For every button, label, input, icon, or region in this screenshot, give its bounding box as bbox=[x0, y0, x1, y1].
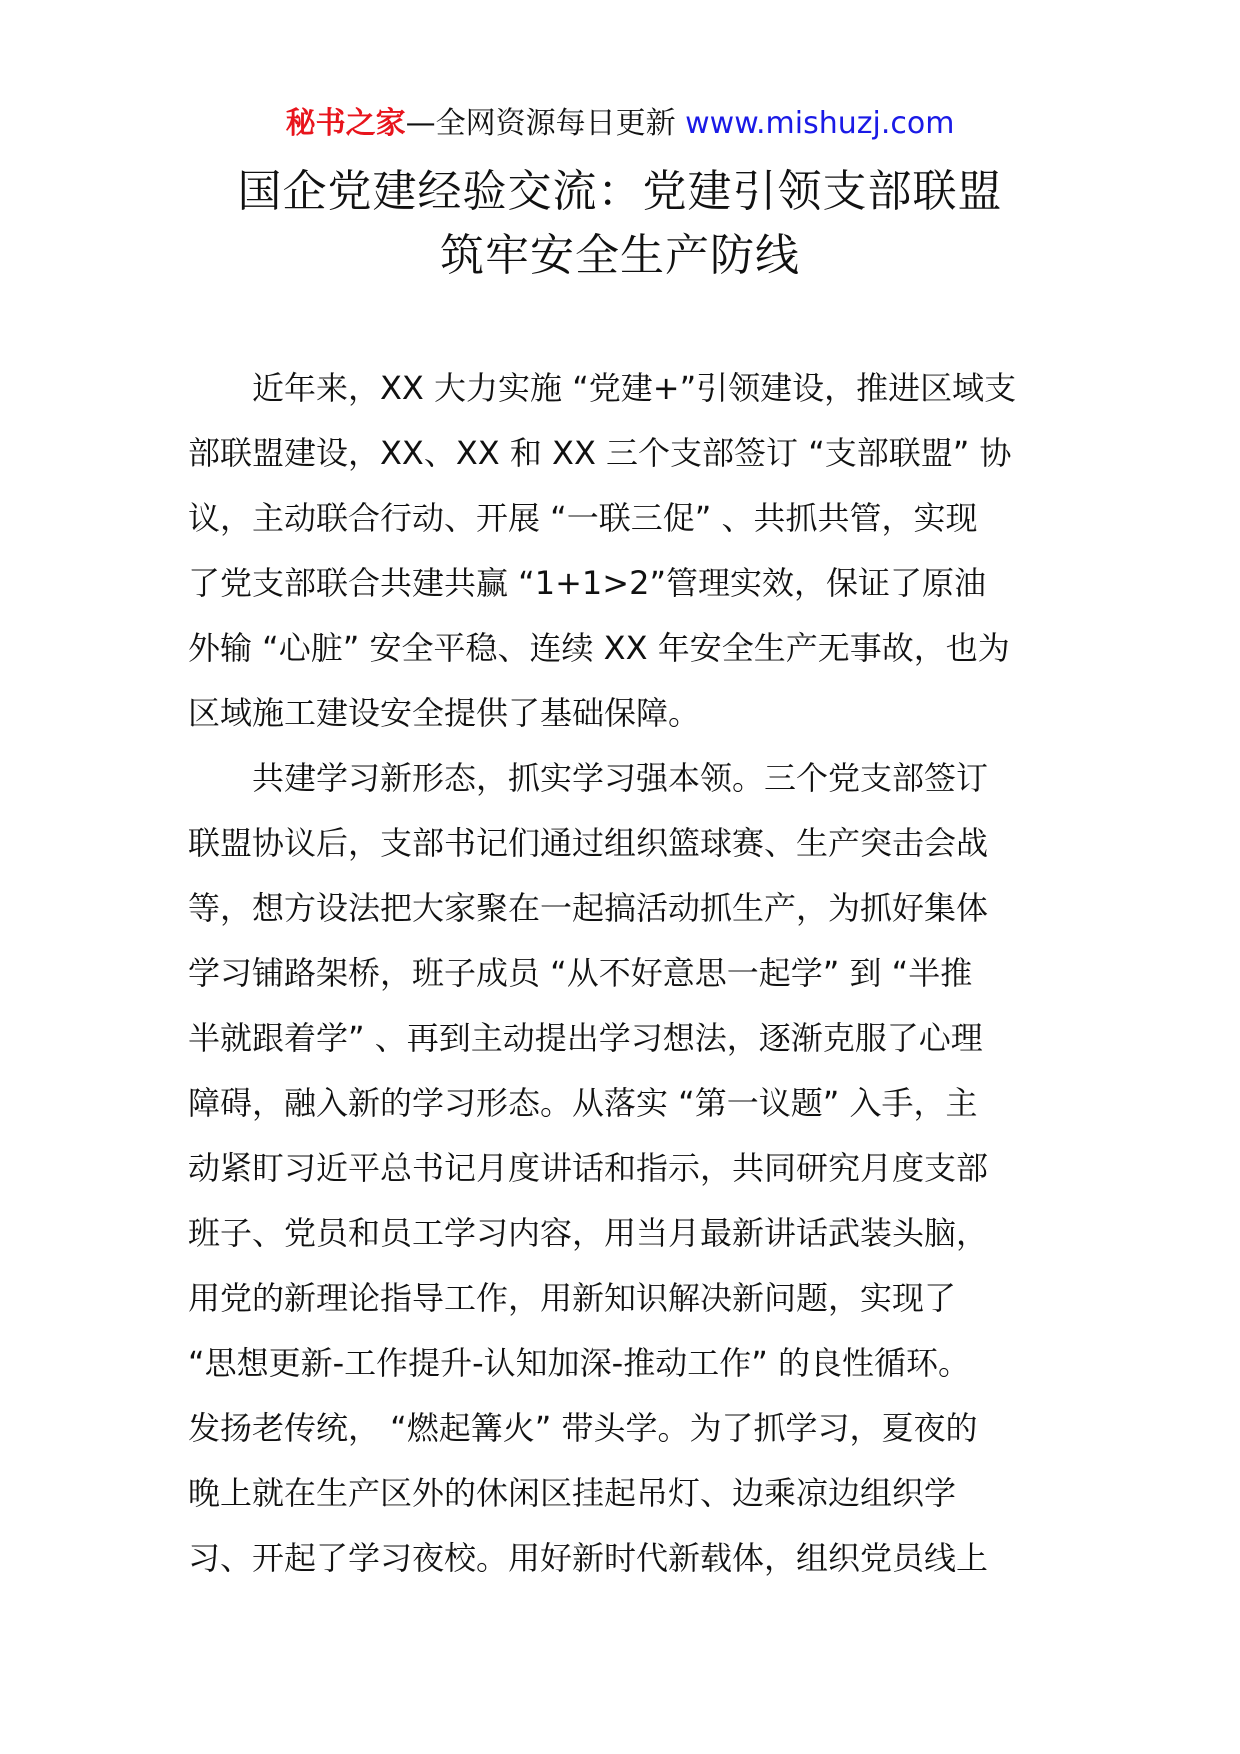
text-line: 等，想方设法把大家聚在一起搞活动抓生产，为抓好集体 bbox=[188, 889, 989, 927]
text-line: 近年来，XX 大力实施 “党建+”引领建设，推进区域支 bbox=[252, 369, 1017, 407]
text-line: 联盟协议后，支部书记们通过组织篮球赛、生产突击会战 bbox=[188, 824, 989, 862]
text-line: 发扬老传统， “燃起篝火” 带头学。为了抓学习，夏夜的 bbox=[188, 1409, 978, 1447]
text-line: 部联盟建设，XX、XX 和 XX 三个支部签订 “支部联盟” 协 bbox=[188, 434, 1012, 472]
text-line: 习、开起了学习夜校。用好新时代新载体，组织党员线上 bbox=[188, 1539, 989, 1577]
document-body bbox=[188, 356, 1052, 1591]
title-line-1: 国企党建经验交流：党建引领支部联盟 bbox=[237, 166, 1003, 217]
text-line: 了党支部联合共建共赢 “1+1>2”管理实效，保证了原油 bbox=[188, 564, 987, 602]
watermark-tagline: —全网资源每日更新 bbox=[405, 106, 676, 141]
watermark-header bbox=[0, 102, 1240, 146]
document-title bbox=[0, 160, 1240, 288]
text-line: 学习铺路架桥，班子成员 “从不好意思一起学” 到 “半推 bbox=[188, 954, 973, 992]
text-line: 晚上就在生产区外的休闲区挂起吊灯、边乘凉边组织学 bbox=[188, 1474, 957, 1512]
text-line: 外输 “心脏” 安全平稳、连续 XX 年安全生产无事故，也为 bbox=[188, 629, 1010, 667]
text-line: 共建学习新形态，抓实学习强本领。三个党支部签订 bbox=[252, 759, 989, 797]
text-line: 班子、党员和员工学习内容，用当月最新讲话武装头脑， bbox=[188, 1214, 989, 1252]
text-line: 用党的新理论指导工作，用新知识解决新问题，实现了 bbox=[188, 1279, 957, 1317]
paragraph-1 bbox=[188, 356, 1052, 746]
watermark-url[interactable]: www.mishuzj.com bbox=[685, 106, 955, 141]
text-line: 障碍，融入新的学习形态。从落实 “第一议题” 入手，主 bbox=[188, 1084, 978, 1122]
text-line: 区域施工建设安全提供了基础保障。 bbox=[188, 694, 701, 732]
text-line: 半就跟着学” 、再到主动提出学习想法，逐渐克服了心理 bbox=[188, 1019, 983, 1057]
text-line: 动紧盯习近平总书记月度讲话和指示，共同研究月度支部 bbox=[188, 1149, 989, 1187]
paragraph-2 bbox=[188, 746, 1052, 1591]
title-line-2: 筑牢安全生产防线 bbox=[440, 230, 800, 281]
text-line: 议，主动联合行动、开展 “一联三促” 、共抓共管，实现 bbox=[188, 499, 978, 537]
text-line: “思想更新-工作提升-认知加深-推动工作” 的良性循环。 bbox=[188, 1344, 970, 1382]
watermark-brand: 秘书之家 bbox=[285, 106, 406, 141]
